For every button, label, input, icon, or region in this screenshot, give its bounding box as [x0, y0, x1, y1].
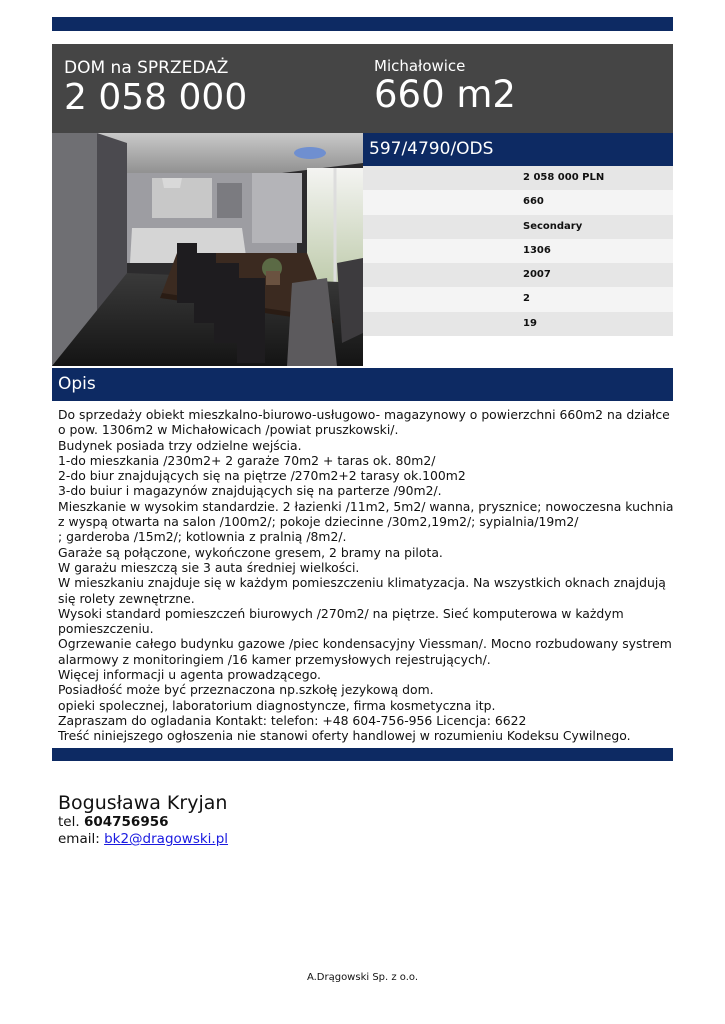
detail-year: 2007	[363, 263, 673, 287]
description-line: Wysoki standard pomieszczeń biurowych /270m2/ na piętrze. Sieć komputerowa w każdym	[58, 605, 624, 621]
description-line: 3-do buiur i magazynów znajdujących się na parterze /90m2/.	[58, 483, 442, 499]
detail-floors: 2	[363, 287, 673, 311]
agent-email	[58, 831, 228, 847]
details-table	[363, 166, 673, 336]
detail-plot-area: 1306	[363, 239, 673, 263]
top-accent-bar	[52, 17, 673, 31]
listing-header	[52, 44, 673, 133]
reference-number: 597/4790/ODS	[363, 133, 673, 166]
description-line: 1-do mieszkania /230m2+ 2 garaże 70m2 + taras ok. 80m2/	[58, 452, 436, 468]
description-line: Ogrzewanie całego budynku gazowe /piec kondensacyjny Viessman/. Mocno rozbudowany systrem	[58, 636, 672, 652]
description-line: Do sprzedaży obiekt mieszkalno-biurowo-usługowo- magazynowy o powierzchni 660m2 na działce	[58, 407, 670, 422]
email-label: email:	[58, 831, 100, 847]
description-heading: Opis	[52, 368, 673, 401]
description-line: W garażu mieszczą sie 3 auta średniej wielkości.	[58, 559, 360, 575]
description-line: alarmowy z monitoringiem /16 kamer przemysłowych rejestrujących/.	[58, 651, 491, 667]
description-line: ; garderoba /15m2/; kotlownia z pralnią /8m2/.	[58, 529, 347, 545]
description-line: Posiadłość może być przeznaczona np.szkołę jezykową dom.	[58, 682, 434, 698]
footer-company: A.Drągowski Sp. z o.o.	[306, 972, 419, 983]
description-line: Garaże są połączone, wykończone gresem, 2 bramy na pilota.	[58, 544, 443, 560]
description-line: pomieszczeniu.	[58, 621, 154, 637]
description-line: Treść niniejszego ogłoszenia nie stanowi oferty handlowej w rozumieniu Kodeksu Cywilnego.	[58, 728, 631, 744]
listing-location: Michałowice	[374, 57, 466, 75]
listing-area: 660 m2	[374, 73, 516, 116]
description-line: się rolety zewnętrzne.	[58, 590, 195, 606]
agent-phone	[58, 814, 169, 830]
description-line: 2-do biur znajdujących się na piętrze /270m2+2 tarasy ok.100m2	[58, 468, 466, 484]
description-line: Więcej informacji u agenta prowadzącego.	[58, 667, 321, 683]
email-link[interactable]: bk2@dragowski.pl	[104, 831, 229, 847]
description-line: z wyspą otwarta na salon /100m2/; pokoje dziecinne /30m2,19m2/; sypialnia/19m2/	[58, 514, 579, 530]
property-photo	[52, 133, 363, 366]
listing-type: DOM na SPRZEDAŻ	[64, 58, 229, 78]
description-line: W mieszkaniu znajduje się w każdym pomieszczeniu klimatyzacja. Na wszystkich oknach znajdują	[58, 575, 666, 591]
detail-area: 660	[363, 190, 673, 214]
detail-rooms: 19	[363, 312, 673, 336]
description-text	[58, 407, 674, 744]
agent-name: Bogusława Kryjan	[58, 792, 228, 814]
phone-number: 604756956	[83, 814, 169, 830]
description-line: Zapraszam do ogladania Kontakt: telefon: +48 604-756-956 Licencja: 6622	[58, 712, 527, 728]
description-line: o pow. 1306m2 w Michałowicach /powiat pruszkowski/.	[58, 422, 399, 438]
phone-label: tel.	[58, 814, 80, 830]
bottom-accent-bar	[52, 748, 673, 761]
description-line: opieki spolecznej, laboratorium diagnostyncze, firma kosmetyczna itp.	[58, 697, 496, 713]
detail-market: Secondary	[363, 215, 673, 239]
description-line: Budynek posiada trzy odzielne wejścia.	[58, 437, 302, 453]
description-line: Mieszkanie w wysokim standardzie. 2 łazienki /11m2, 5m2/ wanna, prysznice; nowoczesna kuchnia	[58, 498, 674, 514]
listing-price: 2 058 000	[64, 77, 248, 118]
detail-price: 2 058 000 PLN	[363, 166, 673, 190]
